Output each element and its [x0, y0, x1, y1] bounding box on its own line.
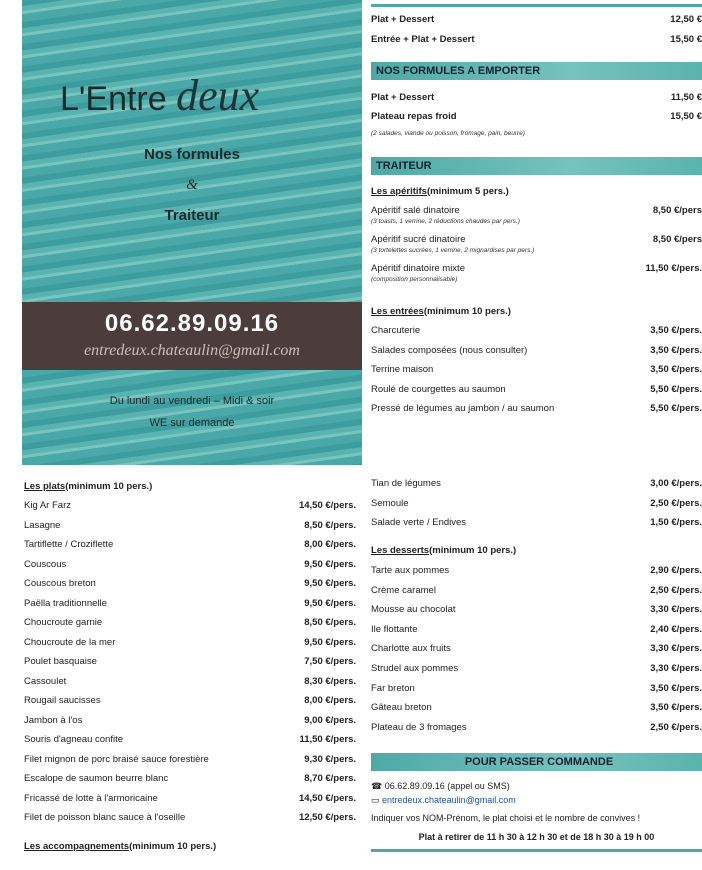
section-minimum: (minimum 10 pers.) [423, 306, 511, 317]
item-name: Plateau repas froid [371, 111, 457, 122]
menu-item [371, 604, 702, 615]
menu-item [24, 812, 356, 823]
item-name: Roulé de courgettes au saumon [371, 383, 506, 395]
item-name: Charcuterie [371, 325, 421, 336]
item-name: Lasagne [24, 519, 61, 531]
item-name: Filet mignon de porc braisé sauce forestière [24, 753, 209, 765]
item-name: Far breton [371, 682, 415, 694]
cover-amp: & [186, 177, 198, 193]
divider [371, 4, 702, 7]
item-price: 3,50 €/pers. [650, 325, 702, 336]
item-name: Pressé de légumes au jambon / au saumon [371, 403, 555, 415]
item-name: Entrée + Plat + Dessert [371, 34, 475, 45]
item-price: 14,50 €/pers. [298, 792, 356, 804]
item-price: 7,50 €/pers. [304, 656, 356, 667]
menu-item [371, 14, 702, 25]
commande-phone [371, 781, 510, 792]
menu-item [24, 656, 356, 667]
section-minimum: (minimum 10 pers.) [65, 481, 153, 492]
item-price: 8,00 €/pers. [304, 695, 356, 706]
commande-pickup: Plat à retirer de 11 h 30 à 12 h 30 et de 18 h 30 à 19 h 00 [418, 832, 655, 842]
cover-hours: Du lundi au vendredi – Midi & soir [109, 395, 275, 407]
menu-item [24, 500, 356, 511]
item-name: Jambon à l'os [24, 714, 83, 726]
item-name: Gâteau breton [371, 702, 432, 714]
item-name: Escalope de saumon beurre blanc [24, 773, 169, 784]
section-name: Les entrées [371, 306, 424, 317]
item-price: 9,50 €/pers. [304, 578, 356, 589]
item-price: 2,90 €/pers. [650, 565, 702, 576]
menu-item [371, 34, 702, 45]
item-price: 9,50 €/pers. [304, 558, 356, 570]
item-price: 11,50 € [670, 92, 702, 103]
item-price: 3,30 €/pers. [650, 604, 702, 616]
commande-header: POUR PASSER COMMANDE [371, 753, 702, 771]
menu-item [371, 624, 702, 635]
menu-item [371, 683, 702, 694]
menu-item [371, 517, 702, 528]
item-name: Plateau de 3 fromages [371, 721, 467, 733]
menu-item [371, 643, 702, 654]
item-name: Choucroute de la mer [24, 636, 116, 648]
item-price: 2,50 €/pers. [650, 721, 702, 733]
item-name: Terrine maison [371, 364, 434, 376]
menu-item [24, 617, 356, 628]
item-price: 3,30 €/pers. [650, 663, 702, 674]
section-minimum: (minimum 5 pers.) [426, 186, 509, 197]
menu-item [24, 578, 356, 589]
menu-item [371, 702, 702, 713]
item-price: 9,50 €/pers. [304, 597, 356, 609]
commande-phone-text: 06.62.89.09.16 (appel ou SMS) [384, 781, 510, 791]
item-note: (3 toasts, 1 verrine, 2 réductions chaudes par pers.) [371, 218, 520, 225]
item-note: (2 salades, viande ou poisson, fromage, pain, beurre) [371, 130, 525, 137]
item-name: Apéritif salé dinatoire [371, 205, 460, 216]
menu-item [24, 598, 356, 609]
item-price: 2,50 €/pers. [650, 584, 702, 596]
item-name: Tian de légumes [371, 478, 441, 489]
item-name: Apéritif sucré dinatoire [371, 234, 466, 245]
item-price: 3,50 €/pers. [650, 364, 702, 376]
item-name: Couscous [24, 558, 67, 570]
menu-item [371, 205, 702, 216]
section-name: Les accompagnements [24, 841, 130, 852]
commande-instructions: Indiquer vos NOM-Prénom, le plat choisi et le nombre de convives ! [371, 813, 641, 823]
menu-item [371, 585, 702, 596]
item-name: Couscous breton [24, 578, 96, 589]
item-price: 5,50 €/pers. [650, 403, 702, 415]
cover-email: entredeux.chateaulin@gmail.com [84, 342, 300, 359]
item-price: 8,50 €/pers [652, 234, 702, 245]
menu-item [24, 734, 356, 745]
section-title [371, 186, 702, 197]
section-title [24, 841, 356, 852]
cover-formules: Nos formules [144, 146, 240, 163]
item-name: Souris d'agneau confite [24, 734, 123, 745]
menu-item [371, 722, 702, 733]
menu-item [24, 773, 356, 784]
item-price: 11,50 €/pers. [645, 263, 702, 274]
commande-email [371, 795, 516, 806]
section-name: Les apéritifs [371, 186, 427, 197]
item-price: 8,30 €/pers. [304, 675, 356, 687]
item-price: 3,00 €/pers. [650, 478, 702, 489]
phone-icon: ☎ [371, 781, 385, 791]
item-name: Salade verte / Endives [371, 517, 467, 528]
menu-item [24, 715, 356, 726]
emporter-header: NOS FORMULES A EMPORTER [371, 62, 702, 80]
item-price: 8,50 €/pers. [304, 519, 356, 531]
item-name: Crème caramel [371, 584, 436, 596]
menu-item [371, 498, 702, 509]
section-title [24, 481, 356, 492]
menu-item [371, 478, 702, 489]
menu-item [24, 676, 356, 687]
brand-script: deux [176, 71, 260, 120]
item-price: 3,50 €/pers. [650, 702, 702, 714]
menu-item [371, 325, 702, 336]
item-name: Apéritif dinatoire mixte [371, 263, 465, 274]
item-name: Paëlla traditionnelle [24, 597, 107, 609]
menu-item [24, 637, 356, 648]
item-price: 8,00 €/pers. [304, 539, 356, 550]
item-price: 3,30 €/pers. [650, 643, 702, 655]
item-price: 2,50 €/pers. [650, 497, 702, 509]
traiteur-header: TRAITEUR [371, 157, 702, 175]
brand-logo [60, 70, 259, 121]
cover-traiteur: Traiteur [164, 207, 220, 224]
item-price: 11,50 €/pers. [299, 734, 356, 745]
menu-item [371, 263, 702, 274]
item-price: 15,50 € [670, 111, 702, 122]
item-name: Tarte aux pommes [371, 565, 450, 576]
section-title [371, 306, 702, 317]
item-name: Salades composées (nous consulter) [371, 344, 528, 356]
item-price: 1,50 €/pers. [650, 517, 702, 528]
item-name: Plat + Dessert [371, 92, 435, 103]
cover-weekend: WE sur demande [149, 417, 235, 429]
menu-item [371, 403, 702, 414]
item-price: 8,50 €/pers [652, 205, 702, 216]
item-price: 5,50 €/pers. [650, 383, 702, 395]
item-price: 9,30 €/pers. [304, 753, 356, 765]
item-price: 9,50 €/pers. [304, 636, 356, 648]
section-title [371, 545, 702, 556]
item-price: 12,50 € [670, 14, 702, 25]
item-name: Choucroute garnie [24, 617, 103, 628]
item-name: Mousse au chocolat [371, 604, 456, 616]
menu-item [371, 663, 702, 674]
item-note: (3 tortelettes sucrées, 1 verrine, 2 mignardises par pers.) [371, 247, 535, 254]
menu-item [24, 754, 356, 765]
item-price: 3,50 €/pers. [650, 682, 702, 694]
item-price: 8,50 €/pers. [304, 617, 356, 628]
item-price: 15,50 € [670, 34, 702, 45]
item-name: Cassoulet [24, 675, 67, 687]
brand-name: L'Entre [60, 80, 167, 118]
item-name: Filet de poisson blanc sauce à l'oseille [24, 812, 186, 823]
item-name: Rougail saucisses [24, 695, 101, 706]
item-price: 12,50 €/pers. [298, 812, 356, 823]
menu-item [24, 520, 356, 531]
item-price: 14,50 €/pers. [298, 500, 356, 511]
item-name: Poulet basquaise [24, 656, 97, 667]
section-name: Les plats [24, 481, 66, 492]
section-minimum: (minimum 10 pers.) [429, 545, 517, 556]
menu-item [24, 559, 356, 570]
item-note: (composition personnalisable) [371, 276, 458, 283]
item-price: 9,00 €/pers. [304, 714, 356, 726]
section-name: Les desserts [371, 545, 430, 556]
item-price: 8,70 €/pers. [304, 773, 356, 784]
item-name: Kig Ar Farz [24, 500, 71, 511]
menu-item [24, 539, 356, 550]
item-name: Fricassé de lotte à l'armoricaine [24, 792, 158, 804]
menu-item [371, 234, 702, 245]
menu-item [371, 111, 702, 122]
menu-item [371, 92, 702, 103]
menu-item [371, 345, 702, 356]
menu-item [24, 793, 356, 804]
item-price: 3,50 €/pers. [650, 344, 702, 356]
item-name: Semoule [371, 497, 409, 509]
email-link[interactable]: entredeux.chateaulin@gmail.com [382, 795, 516, 805]
item-price: 2,40 €/pers. [650, 623, 702, 635]
divider [371, 849, 702, 852]
item-name: Ile flottante [371, 623, 418, 635]
item-name: Tartiflette / Croziflette [24, 539, 114, 550]
menu-item [24, 695, 356, 706]
item-name: Charlotte aux fruits [371, 643, 451, 655]
item-name: Strudel aux pommes [371, 663, 459, 674]
menu-item [371, 565, 702, 576]
menu-item [371, 364, 702, 375]
menu-item [371, 384, 702, 395]
item-name: Plat + Dessert [371, 14, 435, 25]
section-minimum: (minimum 10 pers.) [129, 841, 217, 852]
computer-icon: ▭ [371, 795, 383, 805]
cover-phone: 06.62.89.09.16 [104, 310, 280, 337]
